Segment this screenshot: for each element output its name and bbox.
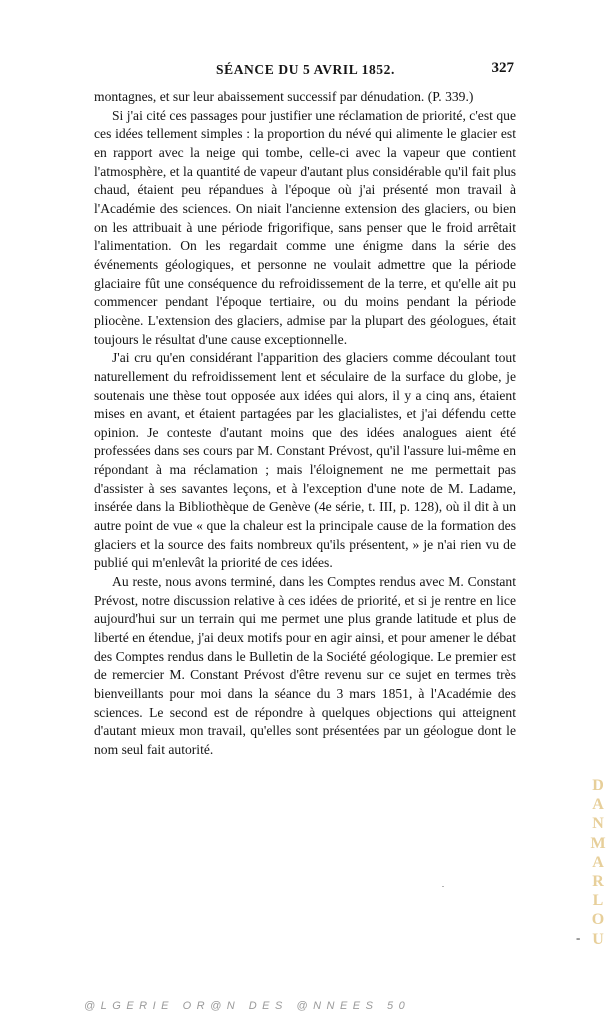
paragraph-continuation: montagnes, et sur leur abaissement successif par dénudation. (P. 339.) bbox=[94, 89, 474, 104]
paragraph: J'ai cru qu'en considérant l'apparition des glaciers comme découlant tout naturellement du refroidissement lent et séculaire de la surface du globe, je soutenais une thèse tout opposée aux idées qui alors, il y a cinq ans, étaient mises en avant, et étaient partagées par les glacialistes, et j'ai défendu cette opinion. Je conteste d'autant moins que des idées analogues aient été professées dans ses cours par M. Constant Prévost, qu'il l'assure lui-même en répondant à ma réclamation ; mais l'éloignement ne me permettait pas d'assister à ses savantes leçons, et à l'exception d'une note de M. Ladame, insérée dans la Bibliothèque de Genève (4e série, t. III, p. 128), où il dit à un autre point de vue « que la chaleur est la principale cause de la formation des glaciers et la source des faits nombreux qu'ils présentent, » je n'ai rien vu de publié qui m'enlevât la priorité de ces idées. bbox=[94, 350, 516, 571]
stray-dash-mark: - bbox=[576, 930, 581, 945]
body-text bbox=[94, 88, 516, 760]
running-title: SÉANCE DU 5 AVRIL 1852. bbox=[216, 62, 395, 77]
stray-dot-mark: . bbox=[442, 880, 444, 889]
footer-watermark: @LGERIE OR@N DES @NNEES 50 bbox=[84, 1000, 411, 1012]
paragraph: Si j'ai cité ces passages pour justifier une réclamation de priorité, c'est que ces idées tellement simples : la proportion du névé qui alimente le glacier est en rapport avec la neige qui tombe, celle-ci avec la vapeur que contient l'atmosphère, et la quantité de vapeur d'autant plus considérable qu'il fait plus chaud, étaient peu répandues à l'époque où j'ai présenté mon travail à l'Académie des sciences. On niait l'ancienne extension des glaciers, ou bien on les attribuait à une période frigorifique, sans penser que le froid arrêtait l'alimentation. On les regardait comme une énigme dans la série des événements géologiques, et personne ne voulait admettre que la période glaciaire fût une conséquence du refroidissement de la terre, et qu'elle ait pu commencer pendant l'époque tertiaire, ou du moins pendant la période pliocène. L'extension des glaciers, admise par la plupart des géologues, était toujours le résultat d'une cause exceptionnelle. bbox=[94, 107, 516, 347]
vertical-watermark: DANMARLOU bbox=[590, 777, 606, 948]
page-number: 327 bbox=[491, 60, 514, 76]
page-header bbox=[94, 62, 514, 82]
paragraph: Au reste, nous avons terminé, dans les Comptes rendus avec M. Constant Prévost, notre discussion relative à ces idées de priorité, et si je rentre en lice aujourd'hui sur un terrain qui me permet une plus grande latitude et plus de liberté en étendue, j'ai deux motifs pour en agir ainsi, et pour amener le débat des Comptes rendus dans le Bulletin de la Société géologique. Le premier est de remercier M. Constant Prévost d'être revenu sur ce sujet en termes très bienveillants pour moi dans la séance du 3 mars 1851, à l'Académie des sciences. Le second est de répondre à quelques objections qui atteignent d'autant mieux mon travail, qu'elles sont présentées par un géologue dont le nom seul fait autorité. bbox=[94, 574, 516, 757]
